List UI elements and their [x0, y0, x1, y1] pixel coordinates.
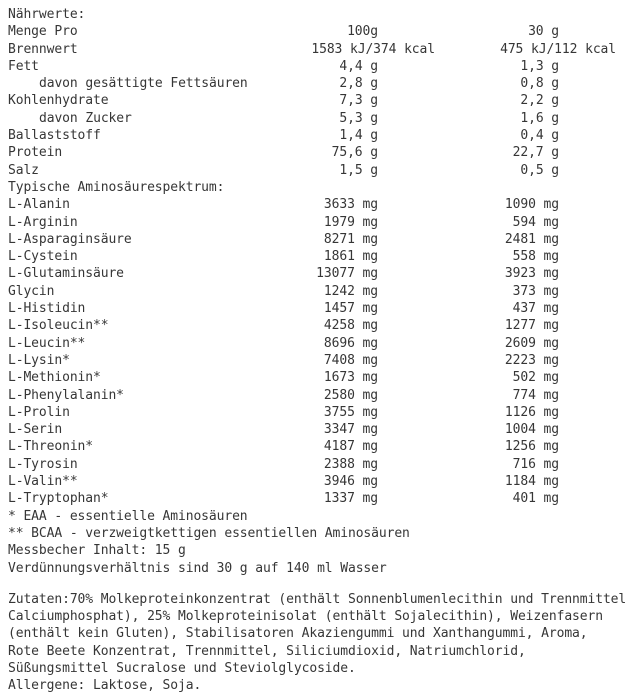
nutrition-table: [8, 23, 627, 179]
nutrient-name: Ballaststoff: [8, 128, 101, 144]
nutrition-row: [8, 92, 627, 109]
amino-row: [8, 248, 627, 265]
value-per-100g: 1,4 g: [339, 128, 378, 144]
amino-spectrum-title: Typische Aminosäurespektrum:: [8, 179, 225, 195]
amino-row: [8, 473, 627, 490]
amino-row: [8, 456, 627, 473]
value-per-30g: 0,8 g: [520, 76, 559, 92]
value-per-100g: 5,3 g: [339, 110, 378, 126]
amino-acid-name: L-Asparaginsäure: [8, 231, 132, 247]
amino-acid-name: L-Prolin: [8, 404, 70, 420]
amino-acid-name: L-Leucin**: [8, 335, 86, 351]
amino-row: [8, 335, 627, 352]
value-per-30g: 2609 mg: [504, 335, 559, 351]
value-per-30g: 2481 mg: [504, 231, 559, 247]
nutrition-row: [8, 144, 627, 161]
amino-acid-name: L-Methionin*: [8, 370, 101, 386]
nutrition-row: [8, 162, 627, 179]
amino-row: [8, 196, 627, 213]
value-per-30g: 0,5 g: [520, 162, 559, 178]
nutrient-name: Protein: [8, 145, 63, 161]
amino-acid-name: L-Phenylalanin*: [8, 387, 124, 403]
value-per-100g: 4,4 g: [339, 58, 378, 74]
dilution-info: Verdünnungsverhältnis sind 30 g auf 140 ml Wasser: [8, 560, 387, 576]
value-per-30g: 1090 mg: [504, 197, 559, 213]
value-per-30g: 558 mg: [512, 249, 559, 265]
amino-acid-name: Glycin: [8, 283, 55, 299]
value-per-100g: 3755 mg: [323, 404, 378, 420]
value-per-100g: 2,8 g: [339, 76, 378, 92]
amino-row: [8, 438, 627, 455]
value-per-30g: 716 mg: [512, 456, 559, 472]
amino-acid-name: L-Tyrosin: [8, 456, 78, 472]
amino-table: [8, 196, 627, 507]
value-per-100g: 3633 mg: [323, 197, 378, 213]
value-per-100g: 2580 mg: [323, 387, 378, 403]
allergens-line: Allergene: Laktose, Soja.: [8, 678, 202, 694]
value-per-30g: 1126 mg: [504, 404, 559, 420]
value-per-100g: 2388 mg: [323, 456, 378, 472]
amino-acid-name: L-Alanin: [8, 197, 70, 213]
nutrient-name: davon Zucker: [39, 110, 132, 126]
value-per-30g: 437 mg: [512, 301, 559, 317]
amino-acid-name: L-Valin**: [8, 474, 78, 490]
amino-row: [8, 317, 627, 334]
value-per-30g: 1,6 g: [520, 110, 559, 126]
nutrient-name: Brennwert: [8, 41, 78, 57]
nutrient-name: davon gesättigte Fettsäuren: [39, 76, 248, 92]
value-per-30g: 22,7 g: [512, 145, 559, 161]
value-per-100g: 1242 mg: [323, 283, 378, 299]
amino-row: [8, 352, 627, 369]
value-per-100g: 8696 mg: [323, 335, 378, 351]
value-per-100g: 8271 mg: [323, 231, 378, 247]
nutrition-row: [8, 23, 627, 40]
amino-acid-name: L-Cystein: [8, 249, 78, 265]
value-per-30g: 502 mg: [512, 370, 559, 386]
value-per-30g: 1277 mg: [504, 318, 559, 334]
amino-acid-name: L-Lysin*: [8, 352, 70, 368]
value-per-100g: 7408 mg: [323, 352, 378, 368]
value-per-30g: 401 mg: [512, 491, 559, 507]
amino-acid-name: L-Glutaminsäure: [8, 266, 124, 282]
ingredients-line: Zutaten:70% Molkeproteinkonzentrat (enthält Sonnenblumenlecithin und Trennmittel: [8, 591, 627, 607]
value-per-30g: 30 g: [528, 24, 559, 40]
value-per-100g: 1861 mg: [323, 249, 378, 265]
value-per-100g: 7,3 g: [339, 93, 378, 109]
amino-acid-name: L-Arginin: [8, 214, 78, 230]
nutrition-row: [8, 58, 627, 75]
amino-acid-name: L-Serin: [8, 422, 63, 438]
value-per-100g: 1673 mg: [323, 370, 378, 386]
ingredients-line: Rote Beete Konzentrat, Trennmittel, Siliciumdioxid, Natriumchlorid,: [8, 643, 526, 659]
nutrient-name: Kohlenhydrate: [8, 93, 109, 109]
value-per-100g: 3347 mg: [323, 422, 378, 438]
value-per-100g: 3946 mg: [323, 474, 378, 490]
value-per-30g: 0,4 g: [520, 128, 559, 144]
nutrition-row: [8, 110, 627, 127]
value-per-100g: 13077 mg: [316, 266, 378, 282]
value-per-100g: 1583 kJ/374 kcal: [311, 41, 435, 57]
ingredients-line: Süßungsmittel Sucralose und Steviolglycoside.: [8, 660, 356, 676]
amino-row: [8, 387, 627, 404]
nutrient-name: Menge Pro: [8, 24, 78, 40]
ingredients-line: (enthält kein Gluten), Stabilisatoren Akaziengummi und Xanthangummi, Aroma,: [8, 626, 588, 642]
amino-row: [8, 369, 627, 386]
value-per-30g: 1,3 g: [520, 58, 559, 74]
amino-row: [8, 214, 627, 231]
value-per-100g: 75,6 g: [331, 145, 378, 161]
value-per-30g: 1184 mg: [504, 474, 559, 490]
scoop-info: Messbecher Inhalt: 15 g: [8, 543, 186, 559]
nutrition-row: [8, 75, 627, 92]
nutrition-row: [8, 127, 627, 144]
value-per-30g: 594 mg: [512, 214, 559, 230]
amino-acid-name: L-Threonin*: [8, 439, 93, 455]
value-per-30g: 475 kJ/112 kcal: [500, 41, 616, 57]
amino-row: [8, 421, 627, 438]
value-per-30g: 1004 mg: [504, 422, 559, 438]
ingredients-line: Calciumphosphat), 25% Molkeproteinisolat (enthält Sojalecithin), Weizenfasern: [8, 609, 603, 625]
footnote-bcaa: ** BCAA - verzweigtkettigen essentiellen Aminosäuren: [8, 525, 410, 541]
nutrition-row: [8, 41, 627, 58]
value-per-100g: 100g: [347, 24, 378, 40]
nutrition-title: Nährwerte:: [8, 7, 86, 22]
amino-row: [8, 490, 627, 507]
amino-row: [8, 283, 627, 300]
value-per-30g: 1256 mg: [504, 439, 559, 455]
amino-row: [8, 300, 627, 317]
amino-acid-name: L-Isoleucin**: [8, 318, 109, 334]
value-per-100g: 4258 mg: [323, 318, 378, 334]
value-per-30g: 2223 mg: [504, 352, 559, 368]
footnote-eaa: * EAA - essentielle Aminosäuren: [8, 508, 248, 524]
amino-row: [8, 265, 627, 282]
value-per-100g: 1979 mg: [323, 214, 378, 230]
amino-acid-name: L-Tryptophan*: [8, 491, 109, 507]
amino-row: [8, 231, 627, 248]
value-per-30g: 373 mg: [512, 283, 559, 299]
value-per-100g: 1457 mg: [323, 301, 378, 317]
value-per-30g: 774 mg: [512, 387, 559, 403]
value-per-100g: 1,5 g: [339, 162, 378, 178]
ingredients-section: [8, 591, 627, 677]
amino-row: [8, 404, 627, 421]
value-per-30g: 3923 mg: [504, 266, 559, 282]
value-per-100g: 4187 mg: [323, 439, 378, 455]
amino-acid-name: L-Histidin: [8, 301, 86, 317]
value-per-100g: 1337 mg: [323, 491, 378, 507]
nutrient-name: Fett: [8, 58, 39, 74]
value-per-30g: 2,2 g: [520, 93, 559, 109]
nutrient-name: Salz: [8, 162, 39, 178]
